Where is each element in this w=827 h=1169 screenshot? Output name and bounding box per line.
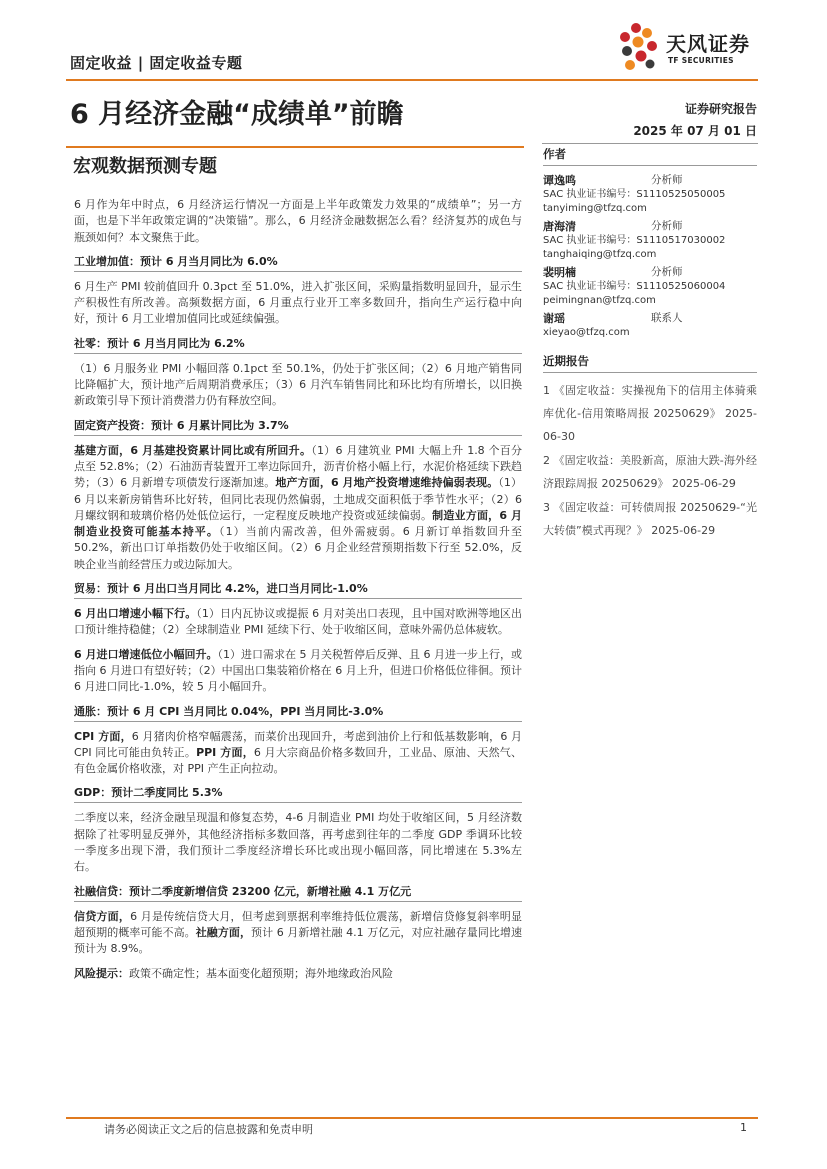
recent-report-item[interactable]: 1 《固定收益：实操视角下的信用主体骑乘库优化-信用策略周报 20250629》 2025-06-30	[543, 384, 757, 443]
author-role: 分析师	[651, 174, 683, 186]
company-logo	[612, 20, 762, 76]
recent-report-item[interactable]: 2 《固定收益：美股新高，原油大跌-海外经济跟踪周报 20250629》 2025-06-29	[543, 454, 757, 490]
section-heading: 工业增加值：预计 6 月当月同比为 6.0%	[74, 254, 522, 272]
section-paragraph	[74, 606, 522, 639]
section-paragraph	[74, 361, 522, 410]
author-email[interactable]: peimingnan@tfzq.com	[543, 295, 656, 306]
bold-lead: 信贷方面，	[74, 909, 131, 923]
report-subtitle: 宏观数据预测专题	[73, 156, 217, 177]
body-text: 6 月猪肉价格窄幅震荡，而菜价出现回升，考虑到油价上行和低基数影响，6 月 CPI 同比可能由负转正。	[74, 729, 522, 759]
risk-label: 风险提示：	[74, 966, 129, 980]
recent-reports-heading: 近期报告	[543, 352, 757, 373]
sections-container	[74, 254, 522, 958]
bold-lead: 6 月进口增速低位小幅回升。	[74, 647, 218, 661]
report-type: 证券研究报告	[684, 102, 757, 116]
author-entry	[543, 264, 757, 308]
page-number: 1	[740, 1121, 747, 1134]
author-cert: SAC 执业证书编号：S1110525060004	[543, 281, 726, 292]
body-text: （1）6 月以来新房销售环比好转，但同比表现仍然偏弱，土地成交面积低于季节性水平；（2）6 月螺纹钢和玻璃价格仍处低位运行，一定程度反映地产投资或延续偏弱。	[74, 476, 523, 522]
logo-mark-icon	[612, 20, 664, 76]
bold-lead: CPI 方面，	[74, 729, 132, 743]
report-date: 2025 年 07 月 01 日	[633, 124, 757, 138]
risk-paragraph	[74, 966, 522, 982]
authors-heading: 作者	[543, 145, 757, 166]
author-email[interactable]: xieyao@tfzq.com	[543, 327, 630, 338]
logo-name-cn: 天风证券	[666, 32, 750, 56]
author-cert: SAC 执业证书编号：S1110525050005	[543, 189, 726, 200]
recent-reports-list	[543, 379, 757, 542]
section-heading: 固定资产投资：预计 6 月累计同比为 3.7%	[74, 418, 522, 436]
body-text: （1）进口需求在 5 月关税暂停后反弹、且 6 月进一步上行，或指向 6 月进口有望好转；（2）中国出口集装箱价格在 6 月上升，但进口价格低位徘徊。预计 6 月进口同比-1.0%，较 5 月小幅回升。	[74, 647, 523, 694]
section-paragraph	[74, 443, 522, 573]
author-name: 谢瑶	[543, 312, 565, 325]
risk-text: 政策不确定性；基本面变化超预期；海外地缘政治风险	[129, 966, 393, 980]
body-text: （1）当前内需改善，但外需疲弱。6 月新订单指数回升至 50.2%，新出口订单指数仍处于收缩区间。（2）6 月企业经营预期指数下行至 52.0%，反映企业当前经营压力或边际加大。	[74, 525, 523, 571]
bold-lead: PPI 方面，	[196, 745, 254, 759]
bold-lead: 制造业方面，6 月制造业投资可能基本持平。	[74, 508, 523, 539]
author-entry	[543, 218, 757, 262]
intro-paragraph: 6 月作为年中时点，6 月经济运行情况一方面是上半年政策发力效果的“成绩单”；另一方面，也是下半年政策定调的“决策锚”。那么，6 月经济金融数据怎么看？经济复苏的成色与瓶颈如何？本文聚焦于此。	[74, 198, 522, 244]
authors-list	[543, 172, 757, 340]
header-rule	[66, 79, 758, 81]
author-role: 分析师	[651, 266, 683, 278]
body-text: （1）6 月建筑业 PMI 大幅上升 1.8 个百分点至 52.8%；（2）石油沥青装置开工率边际回升，沥青价格小幅上行，水泥价格延续下跌趋势；（3）6 月新增专项债发行逐渐加速。	[74, 443, 523, 490]
author-name: 裴明楠	[543, 266, 576, 279]
body-text: 预计 6 月新增社融 4.1 万亿元，对应社融存量同比增速预计为 8.9%。	[74, 925, 523, 956]
footer-rule	[66, 1117, 758, 1119]
section-heading: 贸易：预计 6 月出口当月同比 4.2%，进口当月同比-1.0%	[74, 581, 522, 599]
author-name: 唐海清	[543, 220, 576, 233]
author-role: 分析师	[651, 220, 683, 232]
section-heading: 通胀：预计 6 月 CPI 当月同比 0.04%，PPI 当月同比-3.0%	[74, 704, 522, 722]
author-name: 谭逸鸣	[543, 174, 576, 187]
author-entry	[543, 310, 757, 340]
report-category: 固定收益 | 固定收益专题	[70, 54, 243, 72]
author-cert: SAC 执业证书编号：S1110517030002	[543, 235, 726, 246]
body-text: （1）日内瓦协议或提振 6 月对美出口表现，且中国对欧洲等地区出口预计维持稳健；（2）全球制造业 PMI 延续下行、处于收缩区间，意味外需仍总体疲软。	[74, 607, 522, 637]
section-heading: 社零：预计 6 月当月同比为 6.2%	[74, 336, 522, 354]
recent-report-item[interactable]: 3 《固定收益：可转债周报 20250629-“光大转债”模式再现？》 2025-06-29	[543, 501, 757, 537]
body-text: 二季度以来，经济金融呈现温和修复态势，4-6 月制造业 PMI 均处于收缩区间，5 月经济数据除了社零明显反弹外，其他经济指标多数回落，再考虑到往年的二季度 GDP 季调环比较一季度多出现下滑，我们预计二季度经济增长环比或出现小幅回落，同比增速在 5.3%左右。	[74, 811, 522, 874]
section-paragraph	[74, 279, 522, 328]
bold-lead: 社融方面，	[195, 925, 252, 939]
section-paragraph	[74, 647, 522, 696]
main-body	[74, 197, 522, 990]
title-rule	[66, 146, 524, 148]
bold-lead: 6 月出口增速小幅下行。	[74, 607, 197, 621]
author-role: 联系人	[651, 312, 683, 324]
logo-name-en: TF SECURITIES	[668, 56, 734, 65]
author-entry	[543, 172, 757, 216]
sidebar	[543, 145, 757, 543]
report-title: 6 月经济金融“成绩单”前瞻	[70, 99, 404, 130]
section-heading: GDP：预计二季度同比 5.3%	[74, 785, 522, 803]
body-text: （1）6 月服务业 PMI 小幅回落 0.1pct 至 50.1%，仍处于扩张区间；（2）6 月地产销售同比降幅扩大，预计地产后周期消费承压；（3）6 月汽车销售同比和环比均有所增长，以旧换新政策引导下预计消费潜力仍有释放空间。	[74, 361, 522, 408]
author-email[interactable]: tanyiming@tfzq.com	[543, 203, 647, 214]
section-paragraph	[74, 810, 522, 875]
bold-lead: 地产方面，6 月地产投资增速维持偏弱表现。	[275, 476, 499, 490]
section-heading: 社融信贷：预计二季度新增信贷 23200 亿元，新增社融 4.1 万亿元	[74, 884, 522, 902]
sidebar-rule	[542, 143, 758, 144]
bold-lead: 基建方面，6 月基建投资累计同比或有所回升。	[74, 443, 312, 457]
body-text: 6 月是传统信贷大月，但考虑到票据利率维持低位震荡，新增信贷修复斜率明显超预期的概率可能不高。	[74, 909, 522, 939]
author-email[interactable]: tanghaiqing@tfzq.com	[543, 249, 657, 260]
footer-disclaimer[interactable]: 请务必阅读正文之后的信息披露和免责申明	[104, 1123, 313, 1136]
section-paragraph	[74, 909, 522, 958]
body-text: 6 月生产 PMI 较前值回升 0.3pct 至 51.0%，进入扩张区间，采购量指数明显回升，显示生产积极性有所改善。高频数据方面，6 月重点行业开工率多数回升，指向生产运行稳中向好，预计 6 月工业增加值同比或延续偏强。	[74, 279, 522, 326]
body-text: 6 月大宗商品价格多数回升，工业品、原油、天然气、有色金属价格收涨，对 PPI 产生正向拉动。	[74, 745, 523, 776]
section-paragraph	[74, 729, 522, 778]
